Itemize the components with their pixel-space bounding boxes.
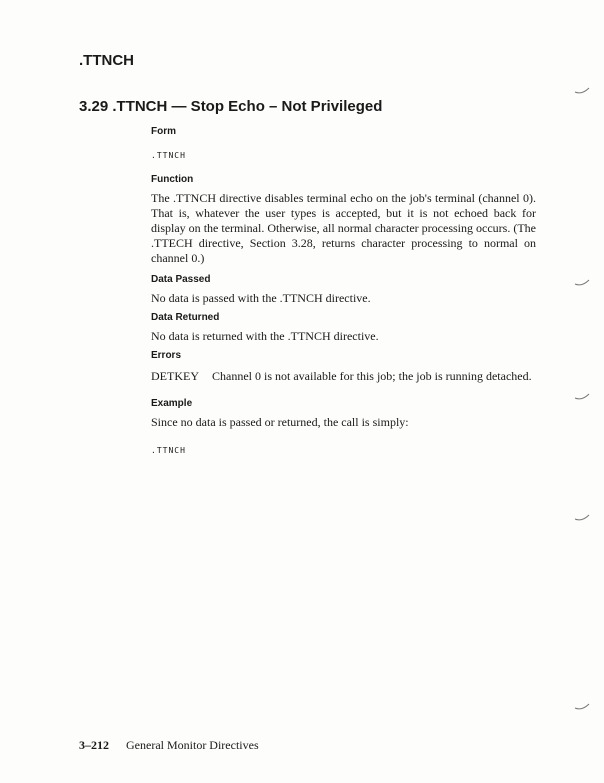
page-footer xyxy=(79,738,259,753)
example-code: .TTNCH xyxy=(151,446,186,455)
data-passed-heading: Data Passed xyxy=(151,274,211,285)
form-code: .TTNCH xyxy=(151,151,186,160)
binder-mark-icon xyxy=(574,278,590,286)
error-item xyxy=(151,369,536,384)
function-heading: Function xyxy=(151,174,194,185)
binder-mark-icon xyxy=(574,702,590,710)
error-description: Channel 0 is not available for this job; the job is running detached. xyxy=(212,369,532,383)
error-code: DETKEY xyxy=(151,369,199,383)
function-text: The .TTNCH directive disables terminal echo on the job's terminal (channel 0). That is, whatever the user types is accepted, but it is not echoed back for display on the terminal. Otherwise, all normal character processing occurs. (The .TTECH directive, Section 3.28, returns character processing to normal on channel 0.) xyxy=(151,191,536,265)
section-body xyxy=(151,126,536,455)
page-number: 3–212 xyxy=(79,738,109,752)
errors-heading: Errors xyxy=(151,350,182,361)
binder-mark-icon xyxy=(574,513,590,521)
binder-mark-icon xyxy=(574,86,590,94)
data-returned-heading: Data Returned xyxy=(151,312,220,323)
form-heading: Form xyxy=(151,126,176,137)
footer-title: General Monitor Directives xyxy=(126,738,259,752)
running-head: .TTNCH xyxy=(79,52,134,69)
section-title: 3.29 .TTNCH — Stop Echo – Not Privileged xyxy=(79,98,383,115)
example-text: Since no data is passed or returned, the call is simply: xyxy=(151,415,409,429)
data-returned-text: No data is returned with the .TTNCH directive. xyxy=(151,329,379,343)
binder-mark-icon xyxy=(574,392,590,400)
data-passed-text: No data is passed with the .TTNCH directive. xyxy=(151,291,371,305)
example-heading: Example xyxy=(151,398,193,409)
